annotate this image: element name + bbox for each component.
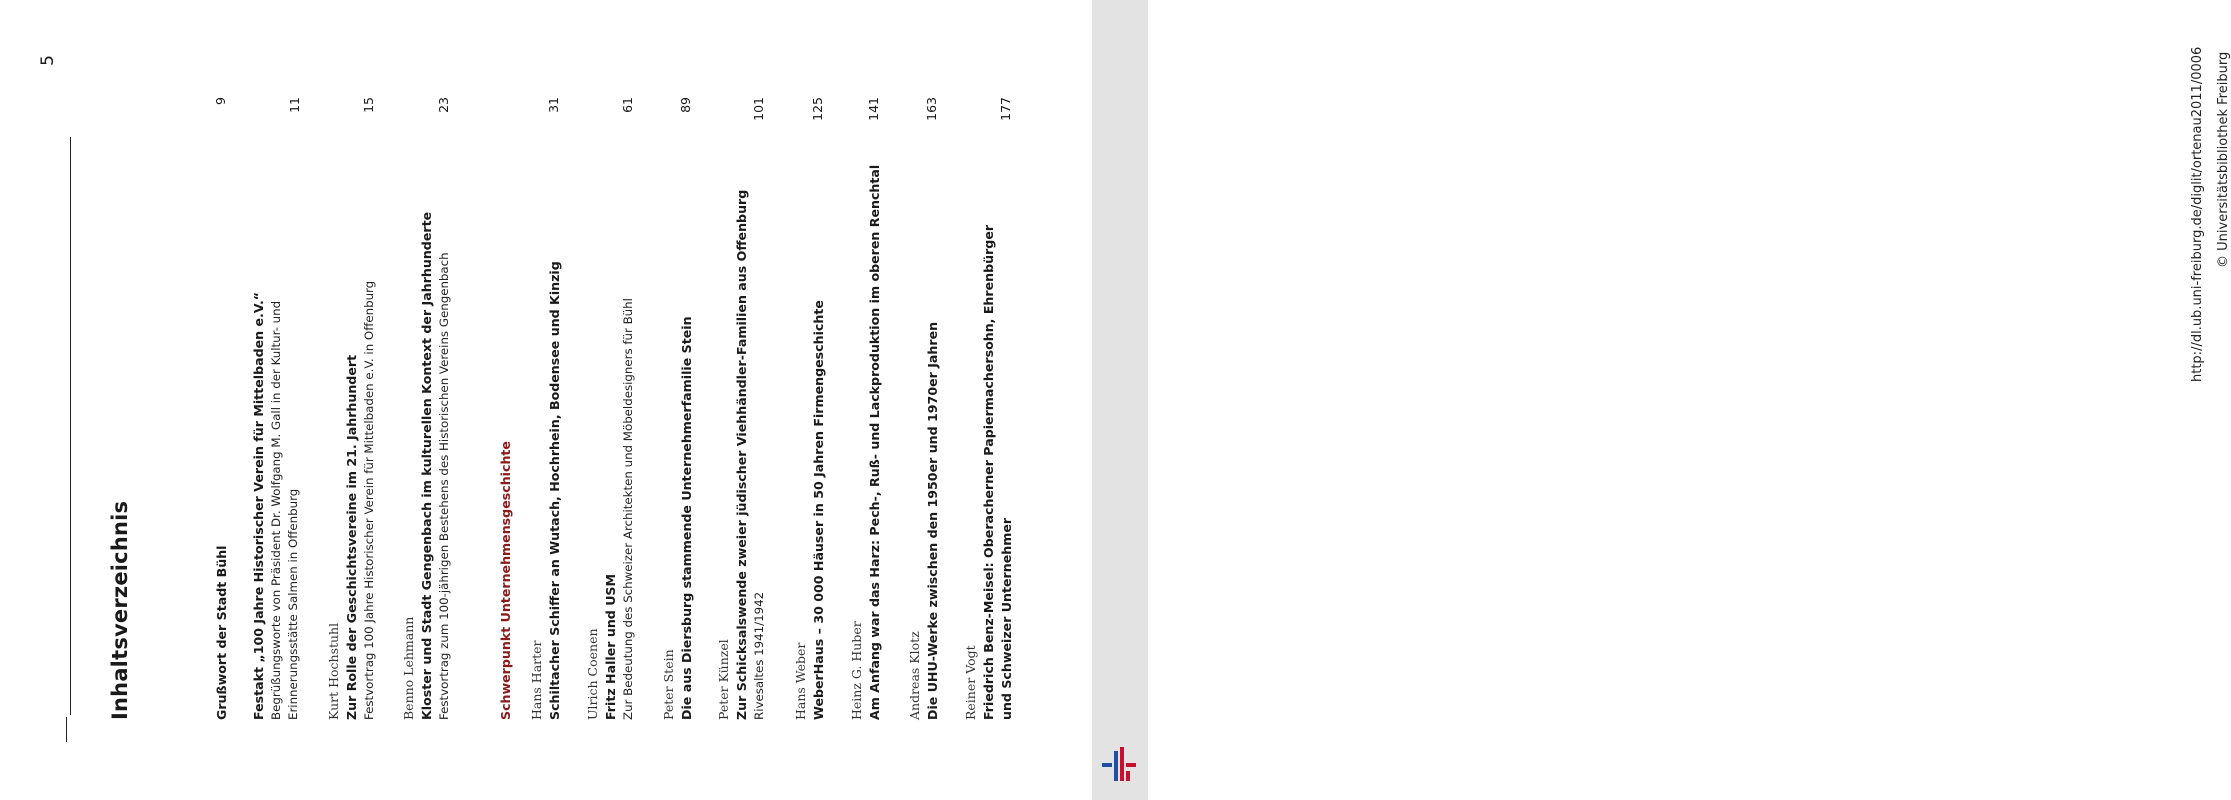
- entry-page-number: 31: [546, 97, 561, 113]
- entry-page-number: 125: [810, 97, 825, 121]
- source-url[interactable]: http://dl.ub.uni-freiburg.de/diglit/ortenau2011/0006: [2190, 46, 2205, 382]
- document-page: [0, 0, 1092, 800]
- toc-entry: [848, 30, 884, 720]
- entry-author: Benno Lehmann: [401, 616, 416, 720]
- entry-subtitle: Festvortrag 100 Jahre Historischer Verein für Mittelbaden e.V. in Offenburg: [362, 280, 376, 720]
- toc-entry: [660, 30, 696, 720]
- entry-title-continued: und Schweizer Unternehmer: [999, 517, 1014, 720]
- toc-entry: [528, 30, 564, 720]
- entry-page-number: 61: [620, 97, 635, 113]
- toc-entry: [400, 30, 453, 720]
- toc-entry: [962, 30, 1016, 720]
- entry-author: Peter Stein: [661, 649, 676, 720]
- entry-page-number: 177: [998, 97, 1013, 121]
- entry-title: Schiltacher Schiffer an Wutach, Hochrhein, Bodensee und Kinzig: [547, 261, 562, 720]
- entry-title: Friedrich Benz-Meisel: Oberacherner Papiermachersohn, Ehrenbürger: [981, 224, 996, 720]
- entry-page-number: 141: [866, 97, 881, 121]
- entry-author: Heinz G. Huber: [849, 621, 864, 720]
- toc-entry: [906, 30, 942, 720]
- entry-author: Kurt Hochstuhl: [326, 622, 341, 720]
- entry-subtitle: Begrüßungsworte von Präsident Dr. Wolfgang M. Gall in der Kultur- und: [269, 300, 283, 720]
- entry-title: Fritz Haller und USM: [603, 573, 618, 720]
- header-rule: [70, 137, 71, 715]
- entry-title: Grußwort der Stadt Bühl: [214, 545, 229, 720]
- entry-author: Reiner Vogt: [963, 645, 978, 720]
- university-library-logo: [1100, 745, 1144, 785]
- entry-title: Zur Rolle der Geschichtsvereine im 21. Jahrhundert: [344, 354, 359, 720]
- section-heading: Schwerpunkt Unternehmensgeschichte: [498, 441, 513, 720]
- header-side-rule: [66, 717, 67, 742]
- copyright-notice: © Universitätsbibliothek Freiburg: [2216, 51, 2231, 268]
- toc-entry: [213, 30, 231, 720]
- toc-entry: [584, 30, 637, 720]
- entry-title: Die aus Diersburg stammende Unternehmerfamilie Stein: [679, 316, 694, 720]
- toc-entry: [325, 30, 378, 720]
- entry-title: Kloster und Stadt Gengenbach im kulturellen Kontext der Jahrhunderte: [419, 211, 434, 720]
- page-number: 5: [38, 55, 58, 66]
- entry-page-number: 23: [436, 97, 451, 113]
- entry-author: Peter Künzel: [716, 639, 731, 720]
- entry-author: Andreas Klotz: [907, 631, 922, 720]
- entry-subtitle: Festvortrag zum 100-jährigen Bestehens des Historischen Vereins Gengenbach: [437, 252, 451, 720]
- entry-title: Zur Schicksalswende zweier jüdischer Viehhändler-Familien aus Offenburg: [734, 189, 749, 720]
- entry-title: WeberHaus – 30 000 Häuser in 50 Jahren Firmengeschichte: [811, 300, 826, 720]
- entry-author: Ulrich Coenen: [585, 628, 600, 720]
- library-sidebar: [1092, 0, 2231, 800]
- entry-author: Hans Weber: [793, 642, 808, 720]
- toc-entry: [250, 30, 302, 720]
- entry-title: Festakt „100 Jahre Historischer Verein für Mittelbaden e.V.“: [251, 291, 266, 720]
- entry-page-number: 101: [751, 97, 766, 121]
- entry-subtitle: Zur Bedeutung des Schweizer Architekten und Möbeldesigners für Bühl: [621, 298, 635, 720]
- entry-page-number: 11: [287, 97, 302, 113]
- entry-page-number: 163: [924, 97, 939, 121]
- toc-entry: [792, 30, 828, 720]
- entry-subtitle: Erinnerungsstätte Salmen in Offenburg: [286, 488, 300, 720]
- entry-title: Am Anfang war das Harz: Pech-, Ruß- und Lackproduktion im oberen Renchtal: [867, 164, 882, 720]
- entry-title: Die UHU-Werke zwischen den 1950er und 1970er Jahren: [925, 321, 940, 720]
- entry-page-number: 15: [361, 97, 376, 113]
- entry-page-number: 9: [213, 97, 228, 105]
- page-title: Inhaltsverzeichnis: [108, 500, 132, 720]
- entry-subtitle: Rivesaltes 1941/1942: [752, 591, 766, 720]
- toc-entry: [715, 30, 768, 720]
- entry-page-number: 89: [678, 97, 693, 113]
- entry-author: Hans Harter: [529, 640, 544, 720]
